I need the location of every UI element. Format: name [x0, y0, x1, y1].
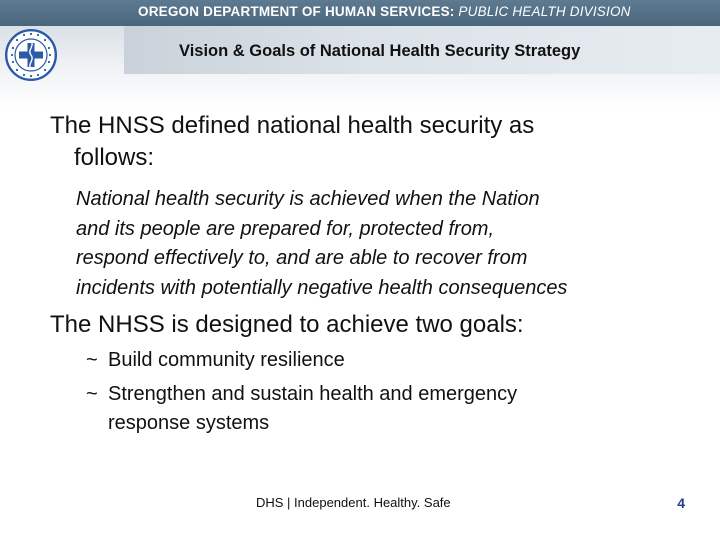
slide-title: Vision & Goals of National Health Security Strategy [179, 42, 581, 60]
division-name: PUBLIC HEALTH DIVISION [458, 4, 631, 19]
definition-quote [76, 185, 696, 303]
bullet-tilde-icon: ~ [86, 383, 98, 405]
intro-line-1: The HNSS defined national health security as [50, 112, 535, 139]
page-number: 4 [677, 495, 685, 511]
quote-line: and its people are prepared for, protected from, [76, 217, 495, 240]
goal-item [86, 346, 686, 375]
department-name: OREGON DEPARTMENT OF HUMAN SERVICES: [138, 4, 455, 19]
quote-line: respond effectively to, and are able to recover from [76, 247, 528, 269]
quote-line: National health security is achieved when the Nation [76, 188, 540, 210]
public-health-seal-icon [4, 28, 58, 82]
bullet-tilde-icon: ~ [86, 349, 98, 371]
goal-text: Strengthen and sustain health and emergency [108, 383, 518, 405]
goals-intro: The NHSS is designed to achieve two goals: [50, 311, 524, 338]
goal-text: Build community resilience [108, 349, 345, 371]
goal-item [86, 380, 686, 438]
agency-banner [0, 0, 720, 26]
footer-tagline: DHS | Independent. Healthy. Safe [256, 495, 451, 510]
intro-line-2: follows: [74, 144, 155, 171]
goals-list [86, 346, 686, 438]
goal-text-continued: response systems [108, 412, 270, 434]
agency-banner-text [138, 4, 698, 19]
intro-paragraph [50, 110, 670, 174]
quote-line: incidents with potentially negative health consequences [76, 276, 568, 299]
